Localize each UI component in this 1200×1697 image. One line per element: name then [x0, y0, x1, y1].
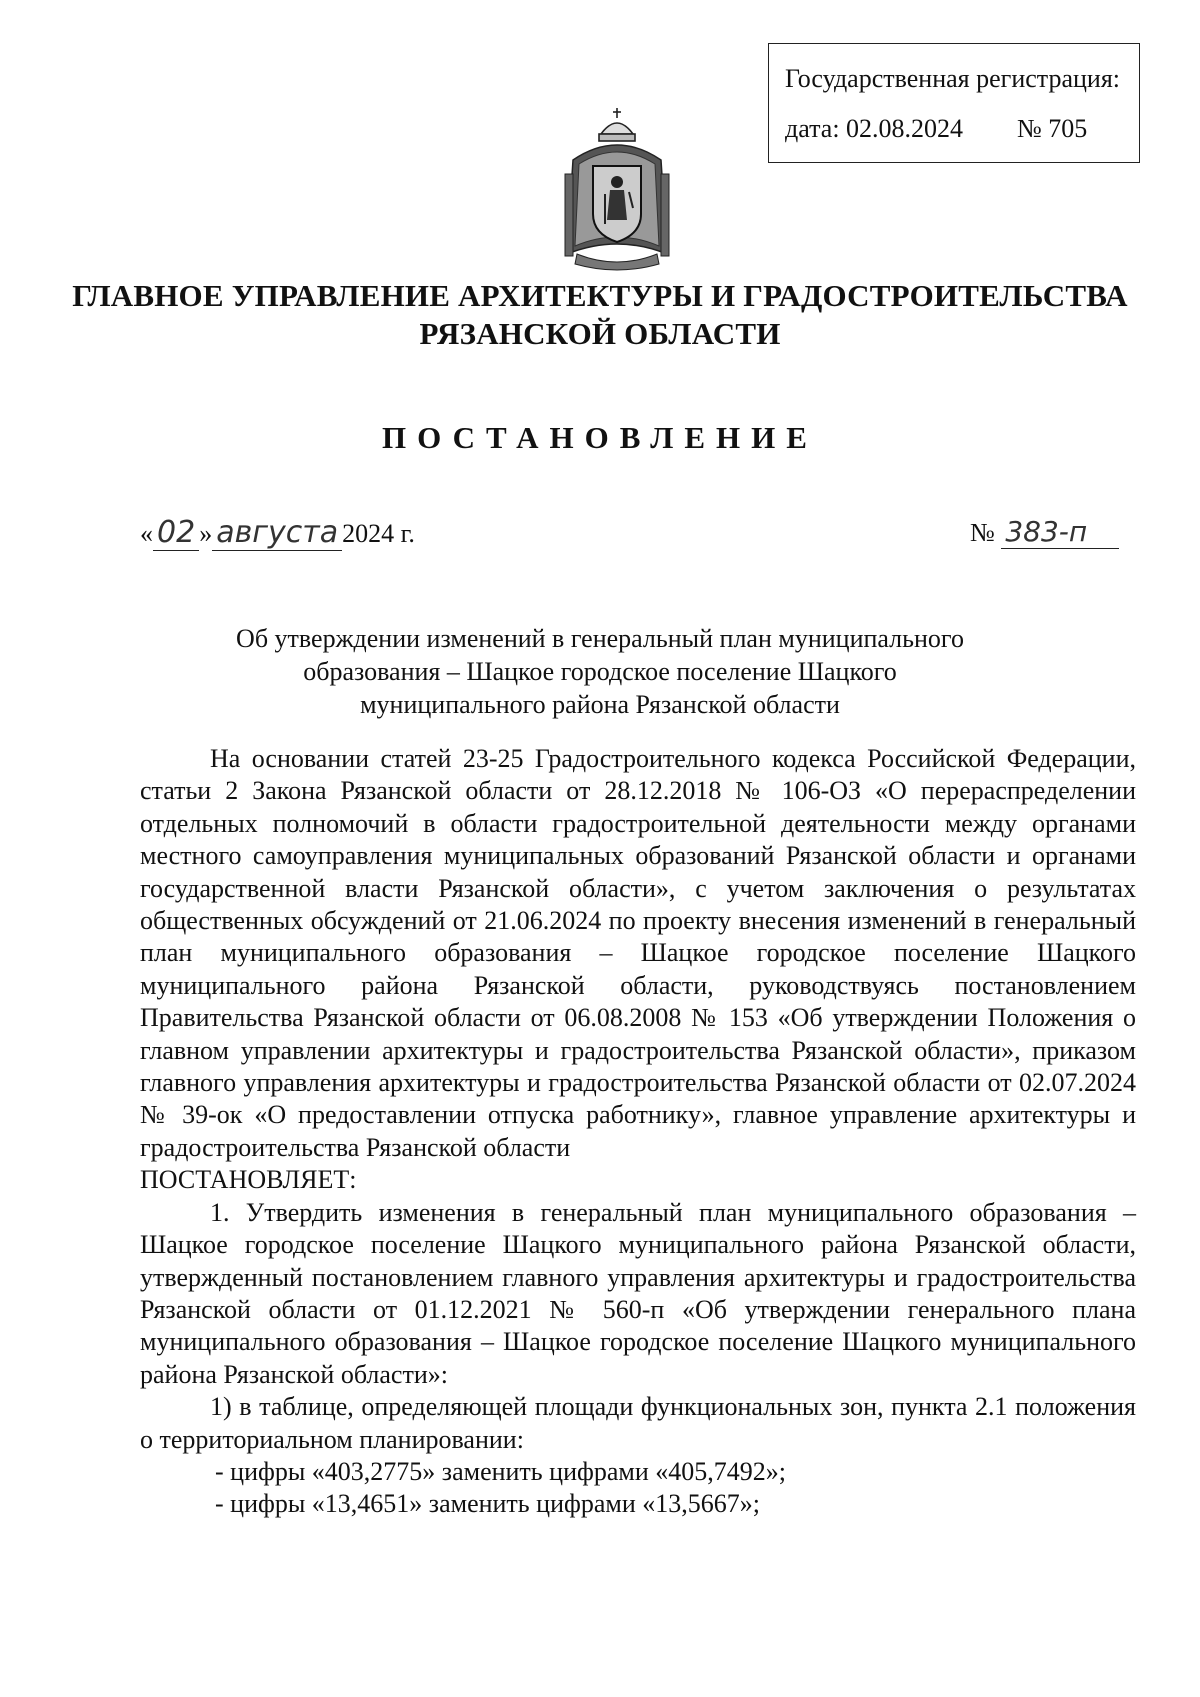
item-1-paragraph: 1. Утвердить изменения в генеральный план муниципального образования – Шацкое городское поселение Шацкого муниципального района Рязанской области, утвержденный постановлением главного управления архитектуры и градостроительства Рязанской области от 01.12.2021 № 560-п «Об утверждении генерального плана муниципального образования – Шацкое городское поселение Шацкого муниципального района Рязанской области»: — [140, 1197, 1136, 1389]
date-close-quote: » — [199, 519, 213, 548]
subitem-1-paragraph: 1) в таблице, определяющей площади функциональных зон, пункта 2.1 положения о территориальном планировании: — [140, 1392, 1136, 1454]
date-month-handwritten: августа — [212, 515, 342, 551]
decree-word: ПОСТАНОВЛЯЕТ: — [140, 1165, 357, 1195]
date-day-handwritten: 02 — [153, 515, 199, 551]
date-open-quote: « — [140, 519, 153, 548]
registration-details — [785, 114, 1088, 144]
subject-line-3: муниципального района Рязанской области — [360, 690, 840, 719]
organization-name-line-1: ГЛАВНОЕ УПРАВЛЕНИЕ АРХИТЕКТУРЫ И ГРАДОСТРОИТЕЛЬСТВА — [72, 278, 1128, 313]
dash-item-1: - цифры «403,2775» заменить цифрами «405,7492»; — [215, 1456, 786, 1486]
registration-title: Государственная регистрация: — [785, 64, 1121, 93]
dash-item-2: - цифры «13,4651» заменить цифрами «13,5667»; — [215, 1489, 760, 1519]
registration-date: дата: 02.08.2024 — [785, 114, 964, 143]
organization-name-line-2: РЯЗАНСКОЙ ОБЛАСТИ — [419, 316, 781, 351]
registration-number: № 705 — [1017, 114, 1088, 143]
date-year: 2024 г. — [342, 519, 415, 548]
document-number — [970, 515, 1119, 549]
ryazan-coat-of-arms-icon — [555, 104, 679, 274]
subject-line-2: образования – Шацкое городское поселение Шацкого — [303, 657, 897, 686]
preamble-paragraph: На основании статей 23-25 Градостроительного кодекса Российской Федерации, статьи 2 Закона Рязанской области от 28.12.2018 № 106-ОЗ «О перераспределении отдельных полномочий в области градостроительной деятельности между органами местного самоуправления муниципальных образований Рязанской области и органами государственной власти Рязанской области», с учетом заключения о результатах общественных обсуждений от 21.06.2024 по проекту внесения изменений в генеральный план муниципального образования – Шацкое городское поселение Шацкого муниципального района Рязанской области, руководствуясь постановлением Правительства Рязанской области от 06.08.2008 № 153 «Об утверждении Положения о главном управлении архитектуры и градостроительства Рязанской области», приказом главного управления архитектуры и градостроительства Рязанской области от 02.07.2024 № 39-ок «О предоставлении отпуска работнику», главное управление архитектуры и градостроительства Рязанской области — [140, 744, 1136, 1162]
document-body — [140, 743, 1136, 1521]
registration-stamp — [768, 43, 1140, 163]
document-date — [140, 515, 415, 551]
subject-line-1: Об утверждении изменений в генеральный план муниципального — [236, 624, 964, 653]
document-type: ПОСТАНОВЛЕНИЕ — [382, 420, 818, 455]
number-handwritten: 383-п — [1001, 515, 1119, 549]
number-prefix: № — [970, 518, 995, 547]
document-subject — [0, 622, 1200, 721]
